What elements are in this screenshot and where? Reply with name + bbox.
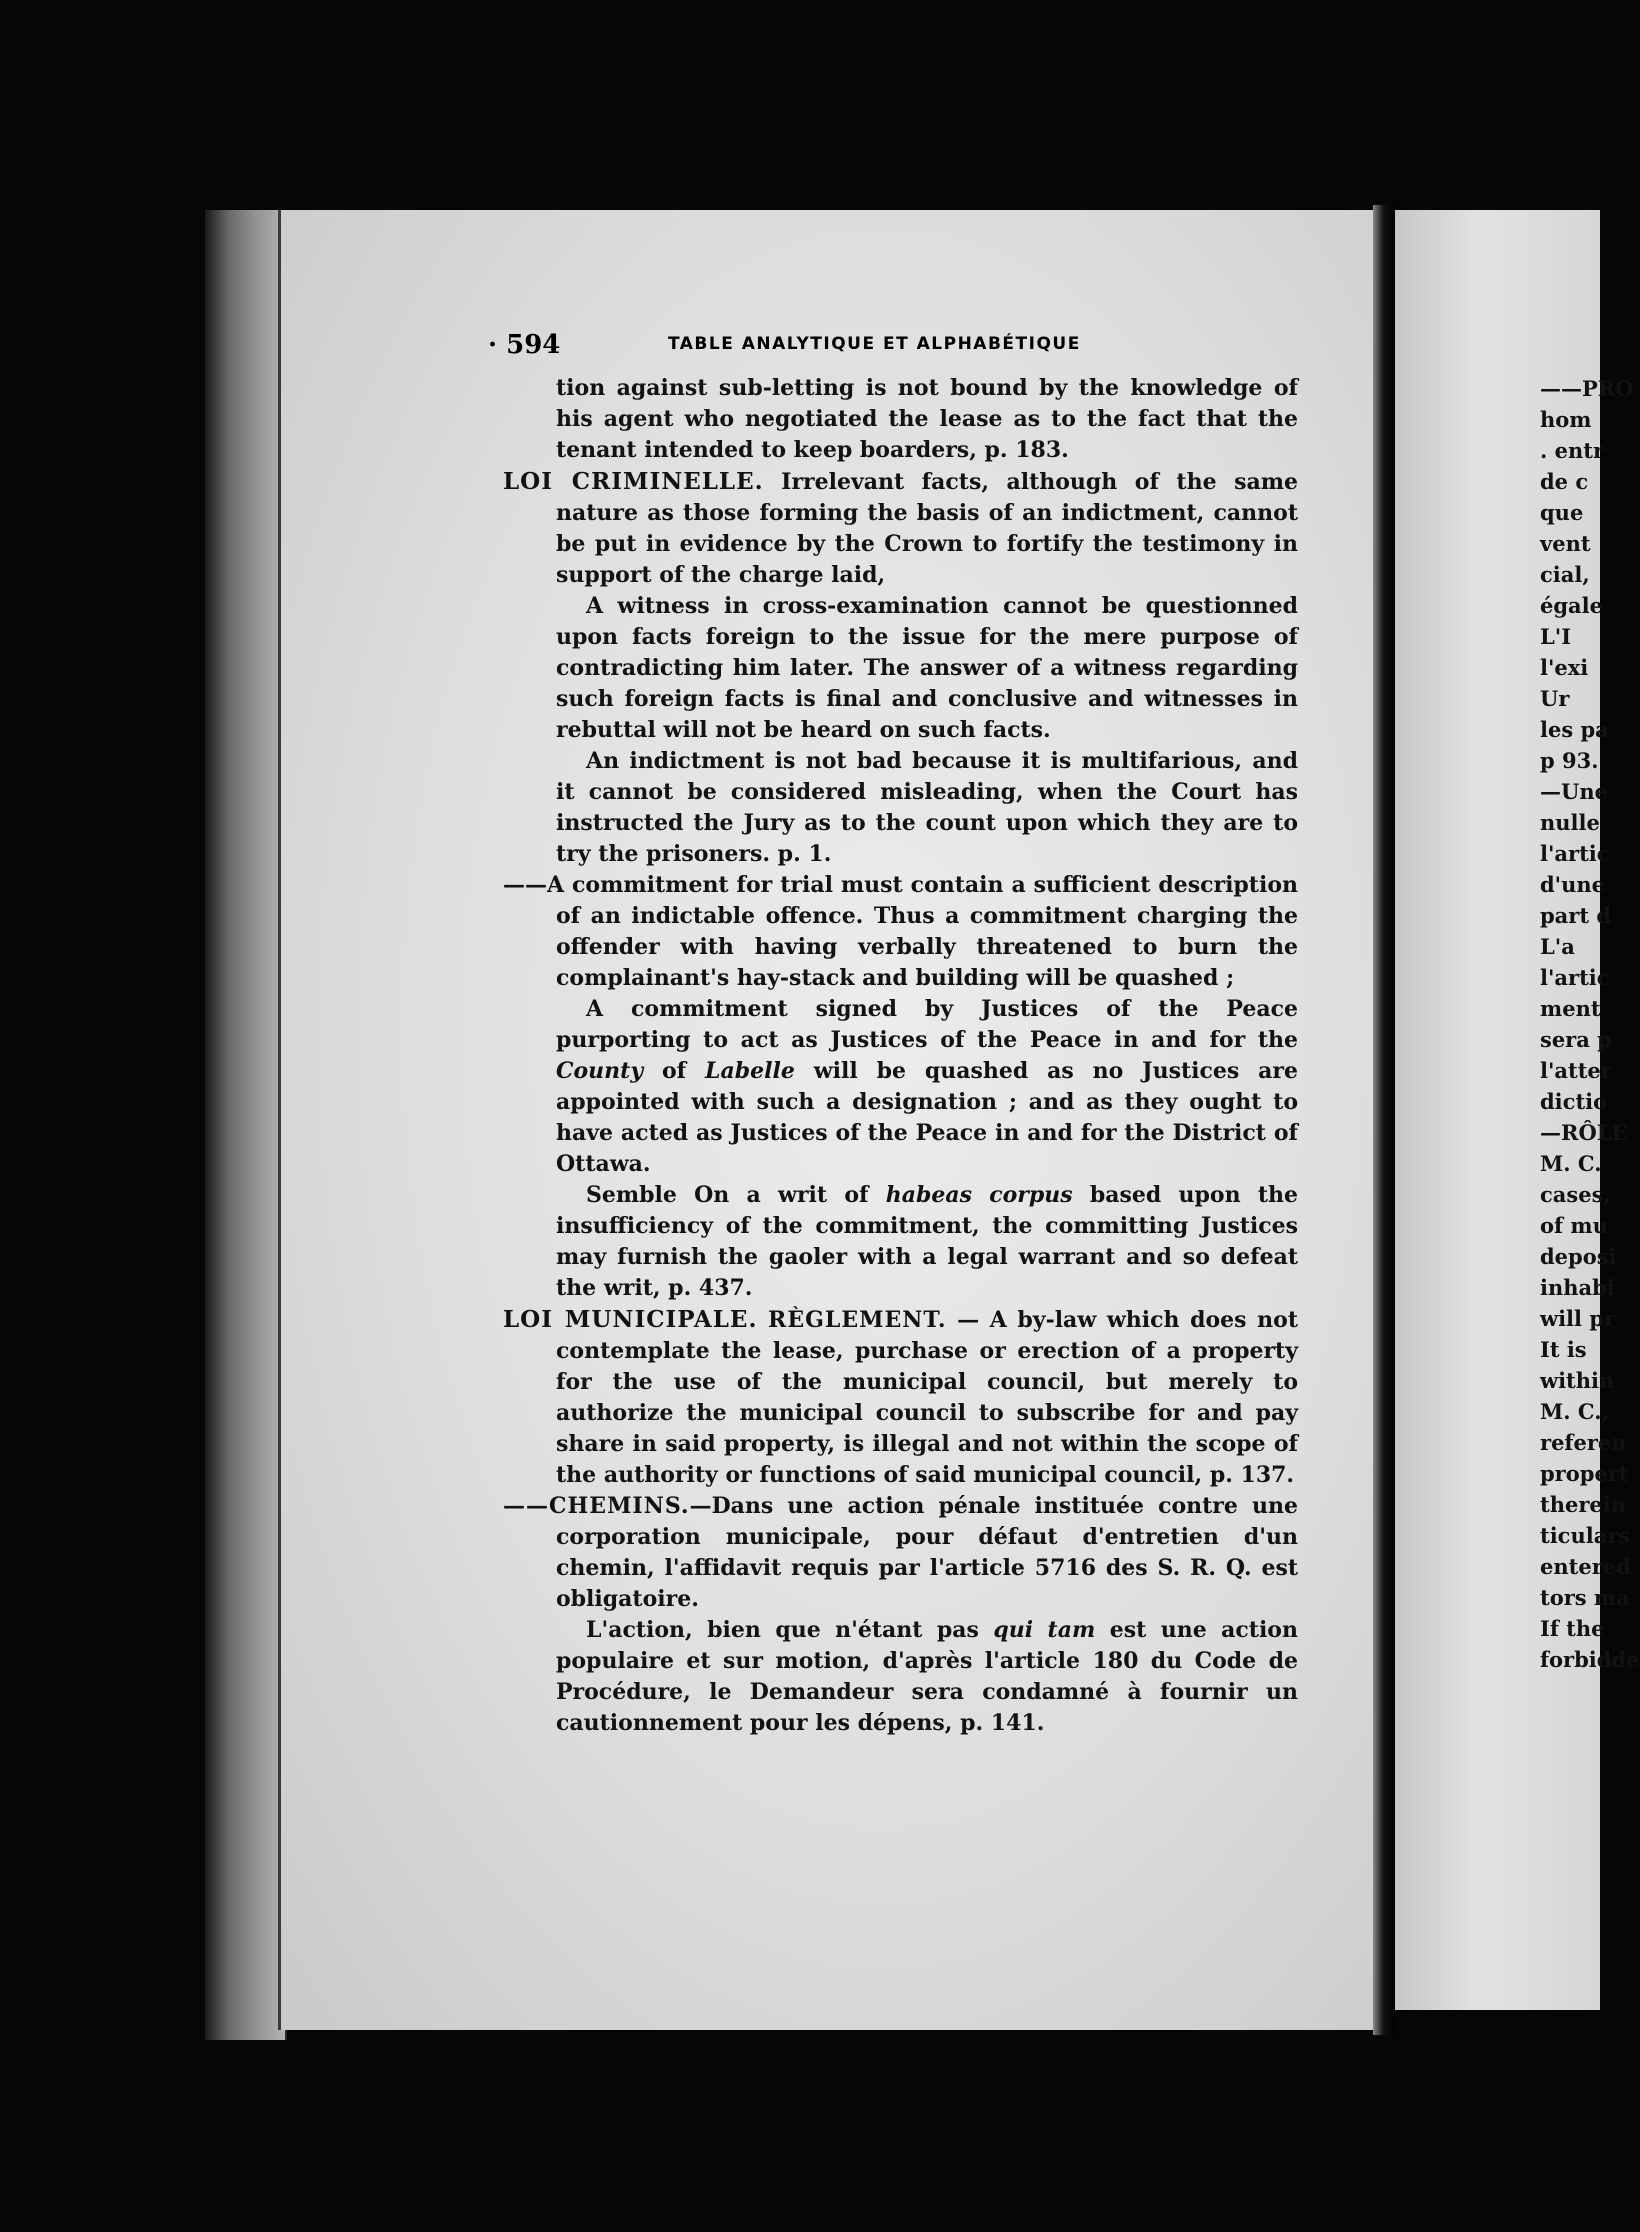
paragraph: A witness in cross-examination cannot be questionned upon facts foreign to the issue for the mere purpose of contradicting him later. The answer of a witness regarding such foreign facts is final and conclusive and witnesses in rebuttal will not be heard on such facts.: [556, 593, 1298, 743]
right-page-line: l'artic: [1540, 841, 1610, 866]
right-page-line: nulle: [1540, 810, 1600, 835]
right-page-line: L'I: [1540, 624, 1572, 649]
entry-heading: LOI CRIMINELLE.: [503, 468, 764, 495]
right-page-line: les pa: [1540, 717, 1609, 742]
right-page-line: sera p: [1540, 1027, 1612, 1052]
right-page-line: l'atter: [1540, 1058, 1612, 1083]
paragraph: [503, 1491, 1298, 1615]
paragraph-text: will be quashed as no Justices are appointed with such a designation ; and as they ought to have acted as Justices of the Peace in and for the District of Ottawa.: [556, 1058, 1298, 1177]
italic-text: habeas corpus: [885, 1182, 1073, 1208]
index-text: [503, 373, 1298, 1739]
right-page-line: If the: [1540, 1616, 1605, 1641]
right-page-line: ment: [1540, 996, 1601, 1021]
paragraph-text: A commitment signed by Justices of the Peace purporting to act as Justices of the Peace in and for the: [556, 996, 1298, 1053]
right-page-line: therein: [1540, 1492, 1626, 1517]
paragraph: [556, 1615, 1298, 1739]
paragraph-text: of: [662, 1058, 687, 1084]
right-page-line: within: [1540, 1368, 1615, 1393]
right-page-line: —RÔLE: [1540, 1120, 1628, 1145]
right-page-line: dictio: [1540, 1089, 1608, 1114]
italic-text: qui tam: [993, 1617, 1096, 1643]
right-page-line: . entr: [1540, 438, 1605, 463]
right-page-line: égale: [1540, 593, 1603, 618]
paragraph-text: L'action, bien que n'étant pas: [586, 1617, 979, 1643]
right-page-line: l'artic: [1540, 965, 1610, 990]
paragraph-text: est une action populaire et sur motion, d'après l'article 180 du Code de Procédure, le Demandeur sera condamné à fournir un cautionnement pour les dépens, p. 141.: [556, 1617, 1298, 1736]
right-page-line: propert: [1540, 1461, 1629, 1486]
right-page-line: tors ma: [1540, 1585, 1630, 1610]
paragraph-text: — A by-law which does not contemplate the lease, purchase or erection of a property for the use of the municipal council, but merely to authorize the municipal council to subscribe for and pay share in said property, is illegal and not within the scope of the authority or functions of said municipal council, p. 137.: [556, 1307, 1298, 1488]
right-page-line: d'une: [1540, 872, 1606, 897]
right-page-line: It is: [1540, 1337, 1587, 1362]
right-page-line: entered: [1540, 1554, 1631, 1579]
right-page-line: M. C.,: [1540, 1399, 1609, 1424]
paragraph: [503, 1304, 1298, 1491]
continuation-paragraph: tion against sub-letting is not bound by the knowledge of his agent who negotiated the lease as to the fact that the tenant intended to keep boarders, p. 183.: [556, 375, 1298, 463]
paragraph-text: —Dans une action pénale instituée contre une corporation municipale, pour défaut d'entretien d'un chemin, l'affidavit requis par l'article 5716 des S. R. Q. est obligatoire.: [556, 1493, 1298, 1612]
paragraph: [556, 1180, 1298, 1304]
right-page-line: hom: [1540, 407, 1592, 432]
paragraph-text: Semble On a writ of: [586, 1182, 869, 1208]
paragraph: ——A commitment for trial must contain a sufficient description of an indictable offence. Thus a commitment charging the offender with having verbally threatened to burn the complainant's hay-stack and building will be quashed ;: [503, 872, 1298, 991]
right-page-line: cases,: [1540, 1182, 1611, 1207]
paragraph: [503, 466, 1298, 591]
right-page-line: part d: [1540, 903, 1612, 928]
right-page-line: —Une: [1540, 779, 1608, 804]
book-page-edges: [205, 210, 287, 2040]
right-page-line: vent: [1540, 531, 1591, 556]
right-page-line: ticulars: [1540, 1523, 1631, 1548]
right-page-line: of mu: [1540, 1213, 1608, 1238]
right-page-line: que: [1540, 500, 1584, 525]
book-gutter: [1373, 205, 1395, 2035]
right-page-line: ——PRO: [1540, 376, 1634, 401]
entry-loi-municipale: [503, 1304, 1298, 1739]
entry-loi-criminelle: [503, 466, 1298, 1304]
right-page-line: forbidde: [1540, 1647, 1640, 1672]
right-page-line: referen: [1540, 1430, 1627, 1455]
paragraph: An indictment is not bad because it is multifarious, and it cannot be considered misleading, when the Court has instructed the Jury as to the count upon which they are to try the prisoners. p. 1.: [556, 748, 1298, 867]
italic-text: Labelle: [705, 1058, 795, 1084]
paragraph-text: based upon the insufficiency of the commitment, the committing Justices may furnish the gaoler with a legal warrant and so defeat the writ, p. 437.: [556, 1182, 1298, 1301]
right-page-line: l'exi: [1540, 655, 1589, 680]
page-number: · 594: [488, 330, 561, 360]
subheading: RÈGLEMENT.: [768, 1307, 947, 1333]
italic-text: County: [556, 1058, 644, 1084]
entry-heading: LOI MUNICIPALE.: [503, 1306, 758, 1333]
right-page-line: cial,: [1540, 562, 1590, 587]
right-page-line: p 93.: [1540, 748, 1599, 773]
right-page-line: inhabi: [1540, 1275, 1615, 1300]
subheading: ——CHEMINS.: [503, 1493, 690, 1519]
right-page-line: L'a: [1540, 934, 1575, 959]
right-page-line: M. C.: [1540, 1151, 1602, 1176]
right-page-line: deposi: [1540, 1244, 1617, 1269]
right-page-text: [1540, 373, 1640, 1675]
paragraph: [556, 994, 1298, 1180]
right-page-line: Ur: [1540, 686, 1570, 711]
paragraph-text: Irrelevant facts, although of the same nature as those forming the basis of an indictment, cannot be put in evidence by the Crown to fortify the testimony in support of the charge laid,: [556, 469, 1298, 588]
right-page-line: de c: [1540, 469, 1589, 494]
right-page-line: will pr: [1540, 1306, 1616, 1331]
running-title: TABLE ANALYTIQUE ET ALPHABÉTIQUE: [668, 334, 1081, 354]
